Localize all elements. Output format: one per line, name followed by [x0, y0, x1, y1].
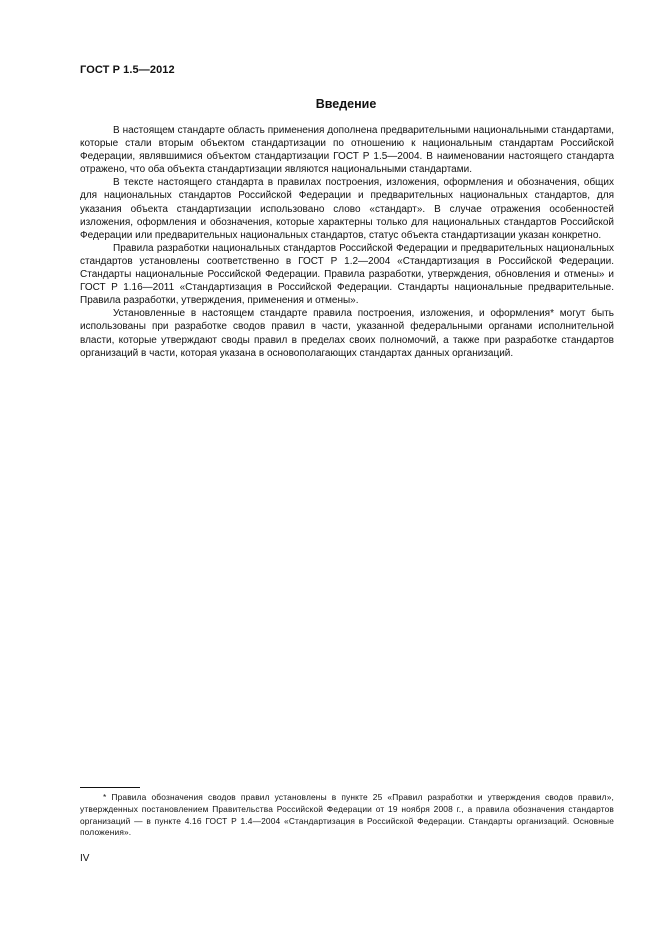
section-title: Введение [315, 97, 377, 111]
footnote-divider [80, 787, 140, 788]
body-text [80, 124, 614, 360]
document-code: ГОСТ Р 1.5—2012 [80, 64, 175, 76]
paragraph-3: Правила разработки национальных стандартов Российской Федерации и предварительных национальных стандартов установлены соответственно в ГОСТ Р 1.2—2004 «Стандартизация в Российской Федерации. Стандарты национальные Российской Федерации. Правила разработки, утверждения, обновления и отмены» и ГОСТ Р 1.16—2011 «Стандартизация в Российской Федерации. Стандарты национальные предварительные. Правила разработки, утверждения, применения и отмены». [80, 242, 614, 307]
paragraph-2: В тексте настоящего стандарта в правилах построения, изложения, оформления и обозначения, общих для национальных стандартов Российской Федерации и предварительных национальных стандартов, для указания объекта стандартизации использовано слово «стандарт». В случае отражения особенностей изложения, оформления и обозначения, которые характерны только для национальных стандартов Российской Федерации или предварительных национальных стандартов, статус объекта стандартизации указан конкретно. [80, 177, 614, 241]
footnote-text: * Правила обозначения сводов правил установлены в пункте 25 «Правил разработки и утверждения сводов правил», утвержденных постановлением Правительства Российской Федерации от 19 ноября 2008 г., а правила обозначения стандартов организаций — в пункте 4.16 ГОСТ Р 1.4—2004 «Стандартизация в Российской Федерации. Стандарты организаций. Основные положения». [80, 792, 614, 838]
footnote [80, 792, 614, 839]
paragraph-1: В настоящем стандарте область применения дополнена предварительными национальными стандартами, которые стали вторым объектом стандартизации по отношению к национальным стандартам Российской Федерации, являвшимися объектом стандартизации ГОСТ Р 1.5—2004. В наименовании настоящего стандарта отражено, что оба объекта стандартизации являются национальными стандартами. [80, 125, 614, 176]
page-number: IV [80, 853, 90, 864]
paragraph-4: Установленные в настоящем стандарте правила построения, изложения, и оформления* могут быть использованы при разработке сводов правил в части, указанной федеральными органами исполнительной власти, которые утверждают своды правил в пределах своих полномочий, а также при разработке стандартов организаций в части, которая указана в основополагающих стандартах данных организаций. [80, 308, 614, 359]
